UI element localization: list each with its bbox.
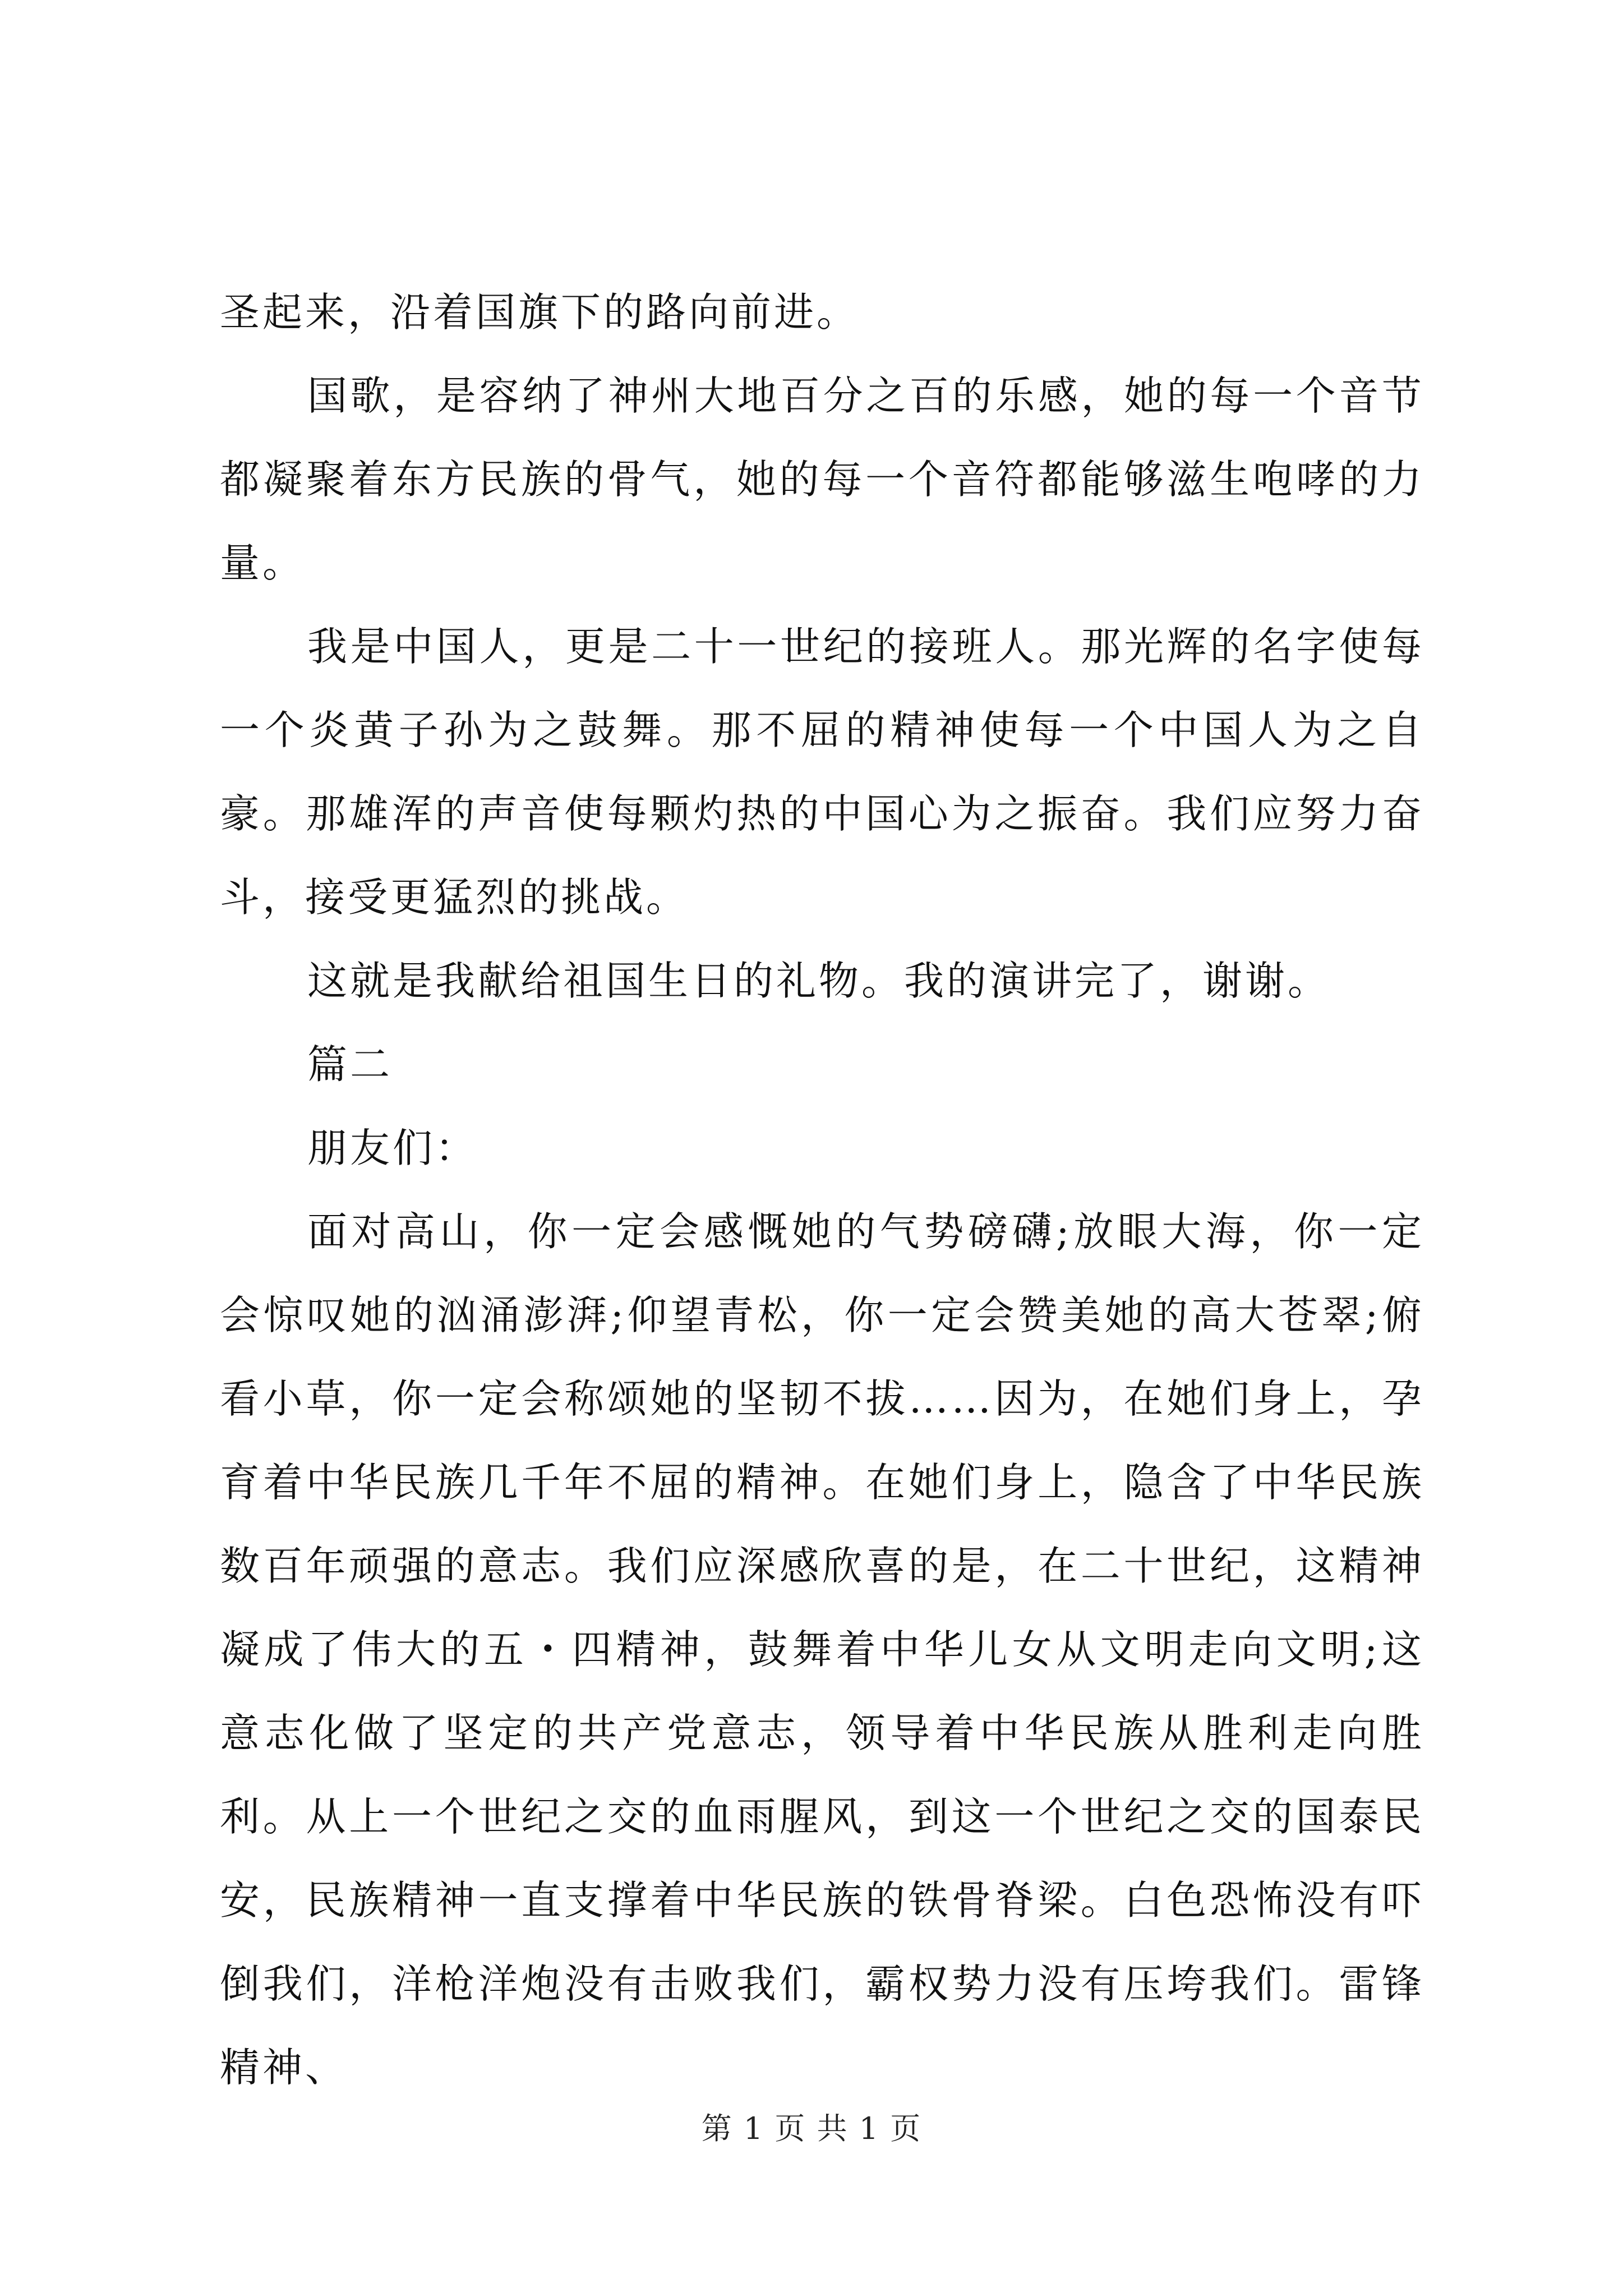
paragraph-closing-thanks: 这就是我献给祖国生日的礼物。我的演讲完了，谢谢。 xyxy=(307,958,1331,1004)
salutation: 朋友们： xyxy=(307,1125,478,1171)
document-body xyxy=(220,270,1424,2109)
paragraph-chinese-successor: 我是中国人，更是二十一世纪的接班人。那光辉的名字使每一个炎黄子孙为之鼓舞。那不屈的精神使每一个中国人为之自豪。那雄浑的声音使每颗灼热的中国心为之振奋。我们应努力奋斗，接受更猛烈的挑战。 xyxy=(220,623,1424,921)
paragraph-continuation: 圣起来，沿着国旗下的路向前进。 xyxy=(220,289,860,335)
page-footer: 第 1 页 共 1 页 xyxy=(701,2111,922,2146)
paragraph-national-anthem: 国歌，是容纳了神州大地百分之百的乐感，她的每一个音节都凝聚着东方民族的骨气，她的每一个音符都能够滋生咆哮的力量。 xyxy=(220,372,1424,586)
section-heading: 篇二 xyxy=(307,1041,393,1088)
paragraph-national-spirit: 面对高山，你一定会感慨她的气势磅礴;放眼大海，你一定会惊叹她的汹涌澎湃;仰望青松，你一定会赞美她的高大苍翠;俯看小草，你一定会称颂她的坚韧不拔……因为，在她们身上，孕育着中华民族几千年不屈的精神。在她们身上，隐含了中华民族数百年顽强的意志。我们应深感欣喜的是，在二十世纪，这精神凝成了伟大的五・四精神，鼓舞着中华儿女从文明走向文明;这意志化做了坚定的共产党意志，领导着中华民族从胜利走向胜利。从上一个世纪之交的血雨腥风，到这一个世纪之交的国泰民安，民族精神一直支撑着中华民族的铁骨脊梁。白色恐怖没有吓倒我们，洋枪洋炮没有击败我们，霸权势力没有压垮我们。雷锋精神、 xyxy=(220,1208,1424,2091)
